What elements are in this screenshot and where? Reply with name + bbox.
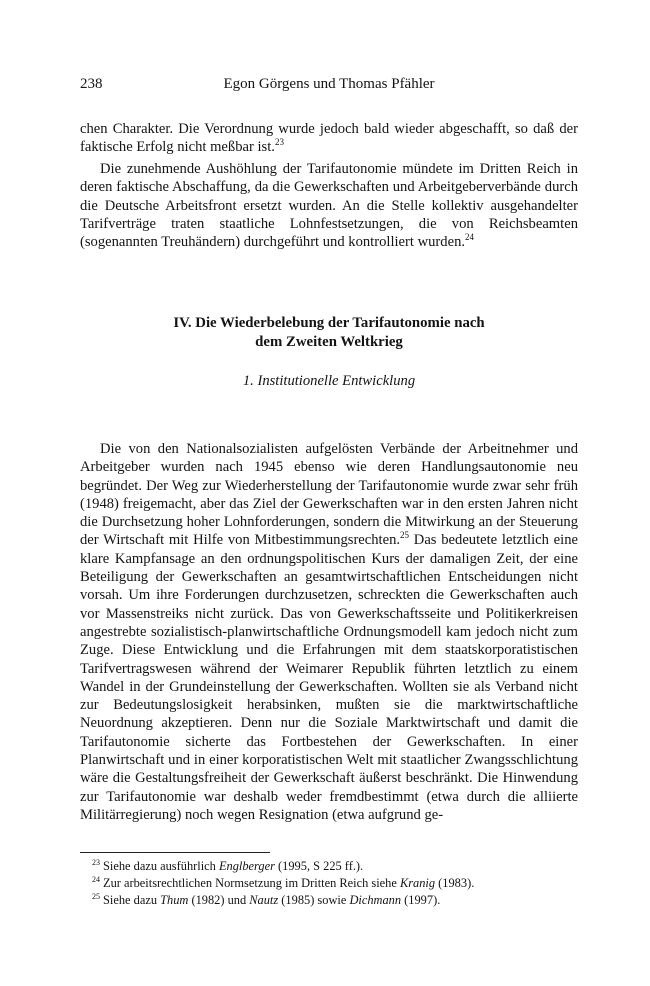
paragraph-dritten-reich [80,160,578,251]
footnote-author: Dichmann [349,893,402,907]
footnote-text: (1995, S 225 ff.). [274,859,364,873]
paragraph-text: Die zunehmende Aushöhlung der Tarifautonomie mündete im Dritten Reich in deren faktische Abschaffung, da die Gewerkschaften und Arbeitgeberverbände durch die Deutsche Arbeitsfront ersetzt wurden. An die Stelle kollektiv ausgehandelter Tarifverträge traten staatliche Lohnfestsetzungen, die von Reichsbeamten (sogenannten Treuhändern) durchgeführt und kontrolliert wurden. [80,161,578,251]
footnote-number: 23 [92,858,100,867]
footnote-text: (1985) sowie [278,893,350,907]
footnote-divider [80,852,270,853]
footnote-24 [80,875,578,892]
footnote-text: Siehe dazu [103,893,161,907]
footnote-ref-24[interactable]: 24 [465,232,475,243]
paragraph-institutionelle-entwicklung [80,440,578,824]
running-head: Egon Görgens und Thomas Pfähler [223,76,435,92]
footnote-text: (1983). [435,876,475,890]
footnote-number: 24 [92,875,100,884]
page-header [80,76,578,98]
footnote-25 [80,892,578,909]
paragraph-text-a: Die von den Nationalsozialisten aufgelösten Verbände der Arbeitnehmer und Arbeitgeber wurden nach 1945 ebenso wie deren Handlungsautonomie neu begründet. Der Weg zur Wiederherstellung der Tarifautonomie wurde zwar sehr früh (1948) freigemacht, aber das Ziel der Gewerkschaften war in den ersten Jahren nicht die Durchsetzung hoher Lohnforderungen, sondern die Mitwirkung an der Steuerung der Wirtschaft mit Hilfe von Mitbestimmungsrechten. [80,441,578,549]
footnote-text: Zur arbeitsrechtlichen Normsetzung im Dritten Reich siehe [103,876,400,890]
footnotes [80,858,578,909]
footnote-author: Thum [160,893,189,907]
footnote-23 [80,858,578,875]
footnote-author: Nautz [249,893,279,907]
section-heading [80,314,578,352]
footnote-text: Siehe dazu ausführlich [103,859,219,873]
footnote-ref-23[interactable]: 23 [274,137,284,148]
section-heading-line-2: dem Zweiten Weltkrieg [255,334,403,350]
paragraph-text-b: Das bedeutete letztlich eine klare Kampfansage an den ordnungspolitischen Kurs der damaligen Zeit, der eine Beteiligung der Gewerkschaften an gesamtwirtschaftlichen Entscheidungen nicht vorsah. Um ihre Forderungen durchzusetzen, schreckten die Gewerkschaften auch vor Massenstreiks nicht zurück. Das von Gewerkschaftsseite und Politikerkreisen angestrebte sozialistisch-planwirtschaftliche Ordnungsmodell kam jedoch nicht zum Zuge. Diese Entwicklung und die Erfahrungen mit dem staatskorporatistischen Tarifvertragswesen während der Weimarer Republik führten letztlich zu einem Wandel in der Grundeinstellung der Gewerkschaften. Wollten sie als Verband nicht zur Bedeutungslosigkeit herabsinken, mußten sie die marktwirtschaftliche Neuordnung akzeptieren. Denn nur die Soziale Marktwirtschaft und damit die Tarifautonomie sicherte das Fortbestehen der Gewerkschaften. In einer Planwirtschaft und in einer korporatistischen Welt mit staatlicher Zwangsschlichtung wäre die Gestaltungsfreiheit der Gewerkschaft äußerst beschränkt. Die Hinwendung zur Tarifautonomie war deshalb weder fremdbestimmt (etwa durch die alliierte Militärregierung) noch wegen Resignation (etwa aufgrund ge- [80,532,578,823]
footnote-text: (1982) und [188,893,250,907]
footnote-number: 25 [92,892,100,901]
subsection-heading: 1. Institutionelle Entwicklung [242,373,416,389]
page-number: 238 [80,76,103,92]
section-heading-line-1: IV. Die Wiederbelebung der Tarifautonomie nach [173,315,485,331]
footnote-ref-25[interactable]: 25 [400,530,410,541]
footnote-author: Kranig [399,876,436,890]
footnote-text: (1997). [401,893,441,907]
footnote-author: Englberger [218,859,275,873]
paragraph-text: chen Charakter. Die Verordnung wurde jedoch bald wieder abgeschafft, so daß der faktische Erfolg nicht meßbar ist. [80,121,578,156]
paragraph-continued [80,120,578,157]
